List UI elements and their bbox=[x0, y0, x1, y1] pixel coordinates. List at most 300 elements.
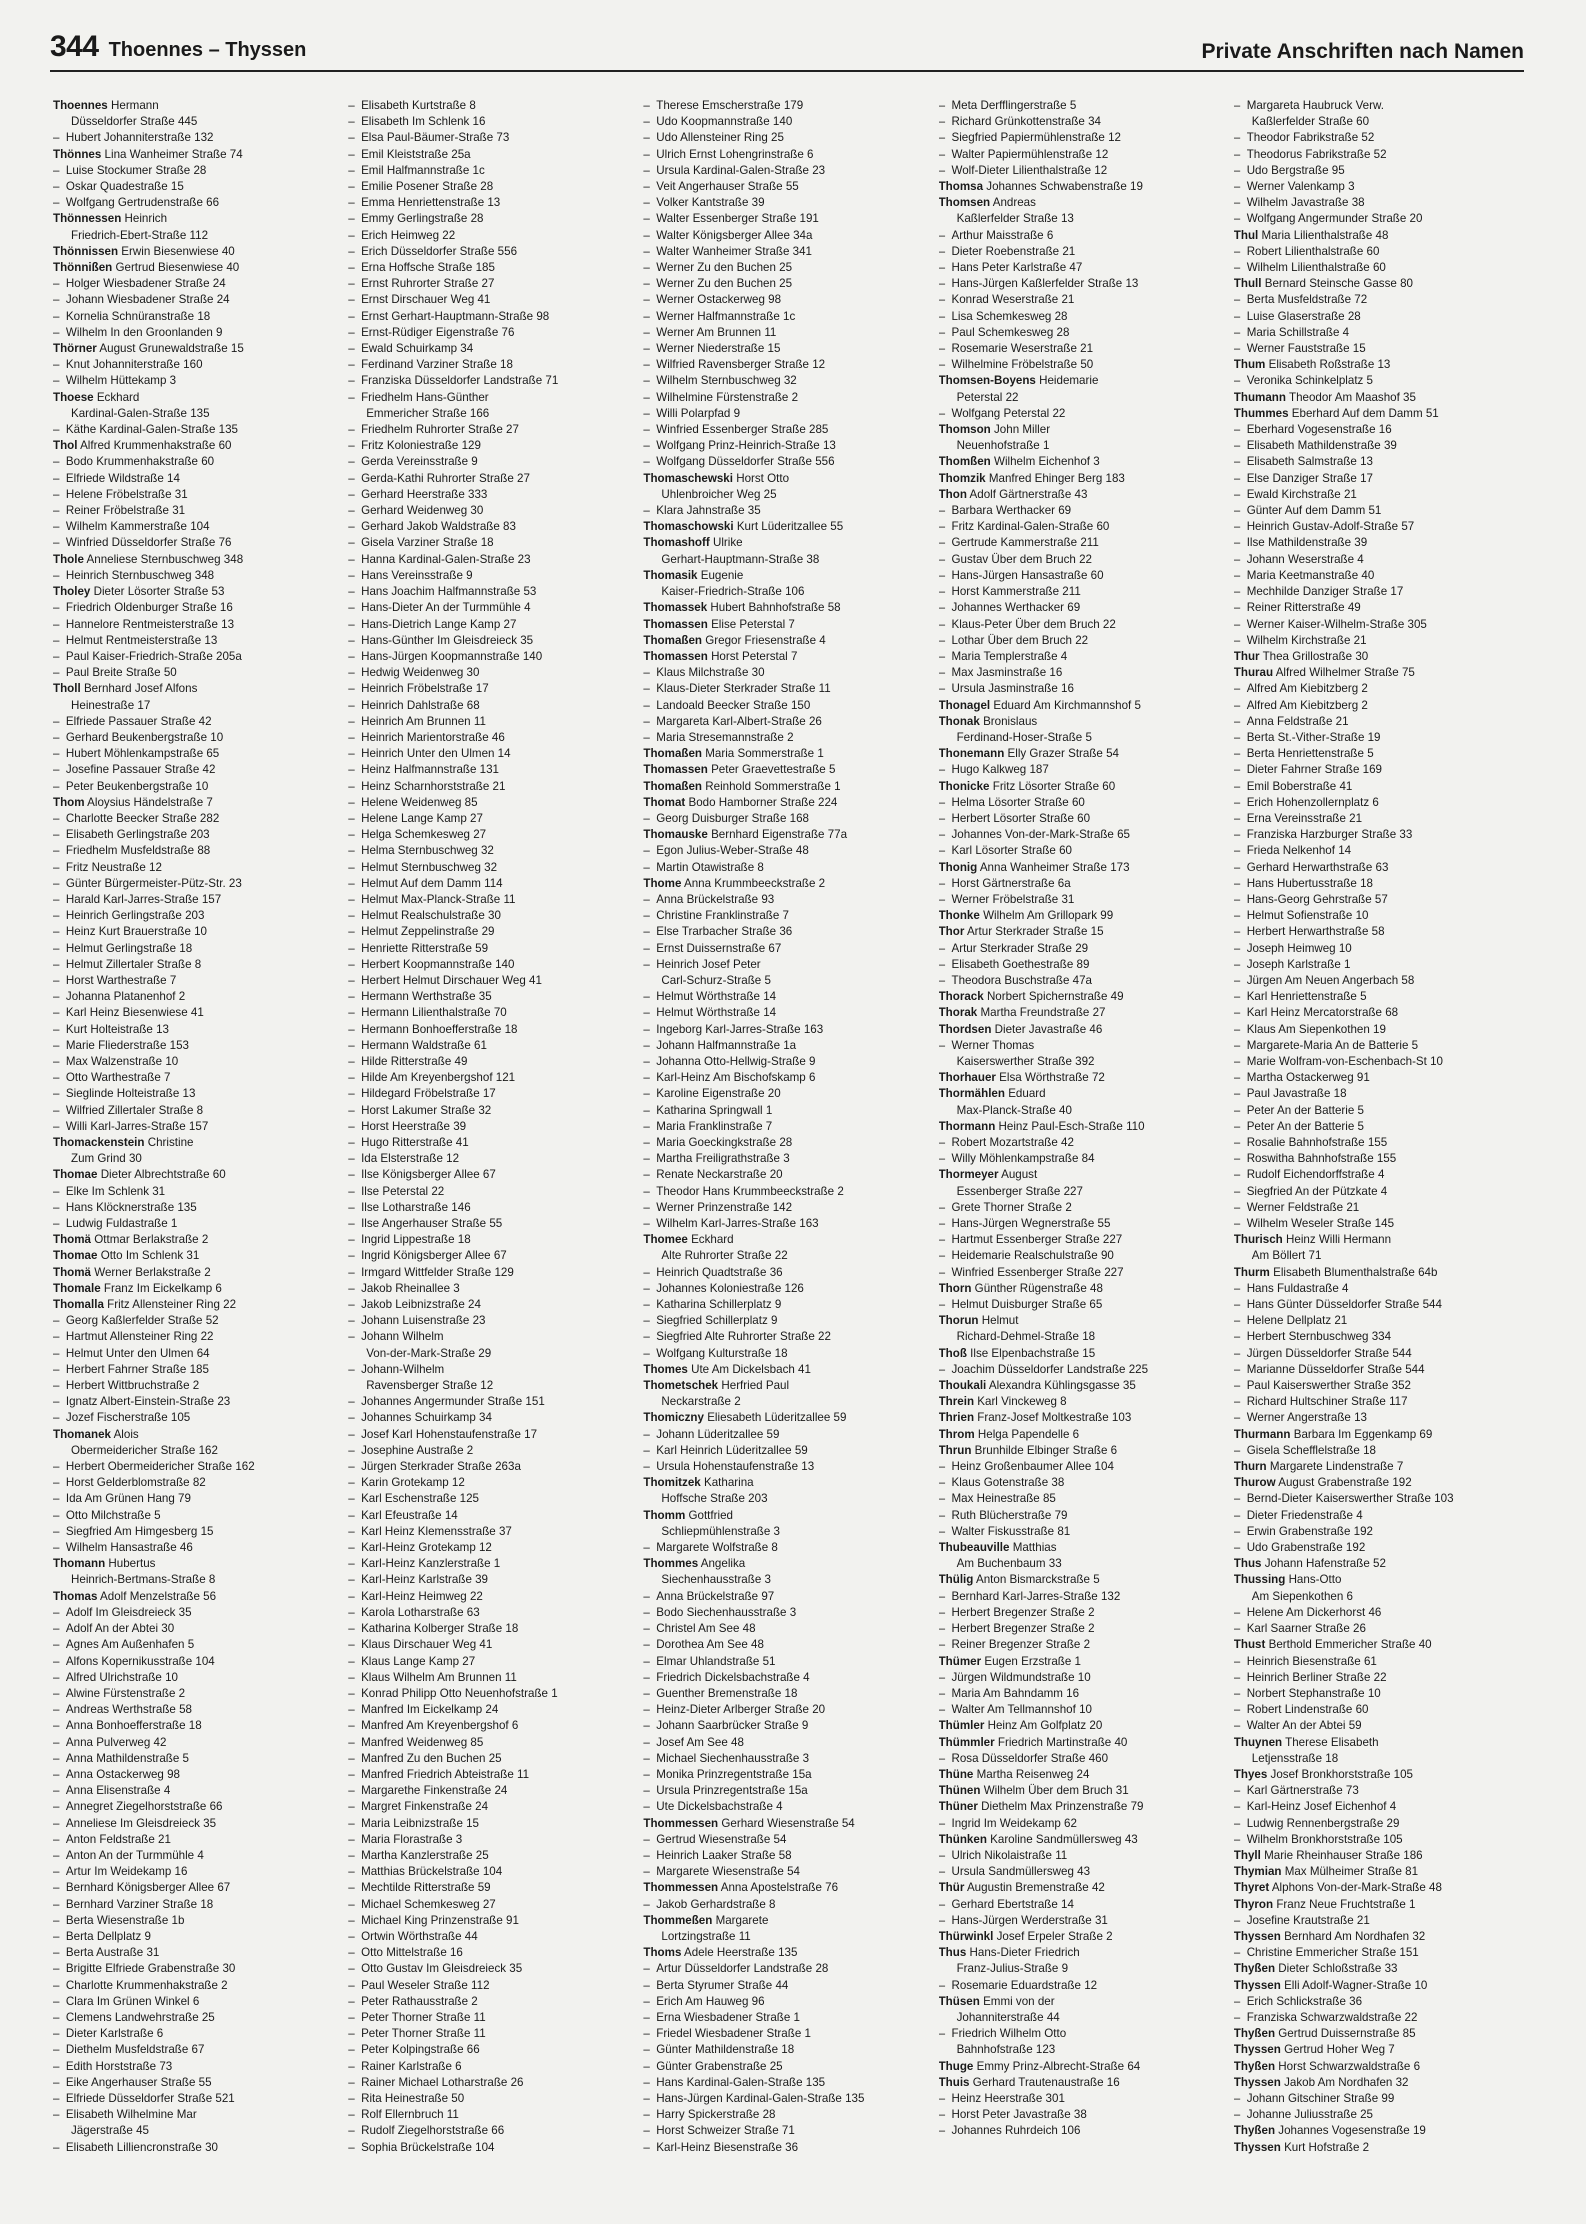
continuation-entry: – Wilhelm Sternbuschweg 32 bbox=[643, 373, 932, 389]
continuation-entry: – Theodorus Fabrikstraße 52 bbox=[1234, 147, 1523, 163]
continuation-entry: – Winfried Düsseldorfer Straße 76 bbox=[53, 535, 342, 551]
surname-entry bbox=[939, 908, 1228, 924]
continuation-entry: – Berta Musfeldstraße 72 bbox=[1234, 292, 1523, 308]
surname: Thoennes bbox=[53, 99, 108, 112]
surname-entry bbox=[939, 1119, 1228, 1135]
surname: Thul bbox=[1233, 228, 1259, 242]
continuation-entry: – Karl Eschenstraße 125 bbox=[348, 1491, 637, 1507]
continuation-entry: – Elisabeth Lilliencronstraße 30 bbox=[53, 2140, 342, 2156]
continuation-entry: – Jozef Fischerstraße 105 bbox=[53, 1410, 342, 1426]
continuation-entry: – Klara Jahnstraße 35 bbox=[643, 503, 932, 519]
continuation-entry: – Maria Schillstraße 4 bbox=[1234, 325, 1523, 341]
continuation-entry: – Wilhelm Kammerstraße 104 bbox=[53, 519, 342, 535]
address-line: Am Böllert 71 bbox=[1251, 1249, 1322, 1263]
continuation-entry: – Artur Im Weidekamp 16 bbox=[53, 1864, 342, 1880]
continuation-entry: – Herbert Fahrner Straße 185 bbox=[53, 1362, 342, 1378]
entry-detail: Eckhard bbox=[691, 1233, 734, 1247]
address-line: Emmericher Straße 166 bbox=[366, 406, 490, 420]
surname-entry bbox=[939, 1313, 1228, 1329]
surname: Thomes bbox=[643, 1362, 688, 1376]
surname: Thümmler bbox=[938, 1735, 995, 1749]
continuation-entry: – Richard Grünkottenstraße 34 bbox=[939, 114, 1228, 130]
continuation-entry: – Else Trarbacher Straße 36 bbox=[643, 924, 932, 940]
surname: Thomee bbox=[643, 1233, 688, 1247]
continuation-entry: – Peter An der Batterie 5 bbox=[1234, 1103, 1523, 1119]
surname-entry bbox=[53, 681, 342, 697]
entry-detail: Maria Lilienthalstraße 48 bbox=[1261, 228, 1389, 242]
continuation-entry: – Johann Weserstraße 4 bbox=[1234, 552, 1523, 568]
surname: Thus bbox=[1233, 1557, 1262, 1571]
surname-entry bbox=[53, 211, 342, 227]
continuation-entry: – Karin Grotekamp 12 bbox=[348, 1475, 637, 1491]
address-line: Ferdinand-Hoser-Straße 5 bbox=[956, 730, 1092, 744]
entry-detail: Bernard Steinsche Gasse 80 bbox=[1264, 277, 1413, 291]
surname-entry bbox=[53, 260, 342, 276]
continuation-entry: – Winfried Essenberger Straße 227 bbox=[939, 1265, 1228, 1281]
continuation-entry: – Ewald Schuirkamp 34 bbox=[348, 341, 637, 357]
continuation-entry: – Rosemarie Weserstraße 21 bbox=[939, 341, 1228, 357]
entry-detail: Eduard Am Kirchmannshof 5 bbox=[993, 698, 1141, 712]
continuation-entry: – Christel Am See 48 bbox=[643, 1621, 932, 1637]
surname-entry bbox=[1234, 2059, 1523, 2075]
continuation-entry: – Franziska Düsseldorfer Landstraße 71 bbox=[348, 373, 637, 389]
continuation-entry: – Ulrich Nikolaistraße 11 bbox=[939, 1848, 1228, 1864]
continuation-entry: – Karl-Heinz Grotekamp 12 bbox=[348, 1540, 637, 1556]
surname-entry bbox=[939, 1572, 1228, 1588]
surname-entry bbox=[939, 1346, 1228, 1362]
surname-entry bbox=[939, 1070, 1228, 1086]
continuation-entry: – Peter Kolpingstraße 66 bbox=[348, 2042, 637, 2058]
continuation-entry: – Horst Gelderblomstraße 82 bbox=[53, 1475, 342, 1491]
continuation-entry: – Werner Angerstraße 13 bbox=[1234, 1410, 1523, 1426]
entry-detail: Barbara Im Eggenkamp 69 bbox=[1293, 1427, 1433, 1441]
continuation-entry: – Wilhelm Hüttekamp 3 bbox=[53, 373, 342, 389]
continuation-entry: – Ulrich Ernst Lohengrinstraße 6 bbox=[643, 147, 932, 163]
surname-entry bbox=[643, 1508, 932, 1524]
surname: Thoukali bbox=[938, 1379, 987, 1393]
continuation-entry: – Mechtilde Ritterstraße 59 bbox=[348, 1880, 637, 1896]
entry-detail: Ute Am Dickelsbach 41 bbox=[691, 1362, 811, 1376]
continuation-entry: – Jakob Rheinallee 3 bbox=[348, 1281, 637, 1297]
continuation-entry: – Horst Schweizer Straße 71 bbox=[643, 2123, 932, 2139]
continuation-entry: – Helene Lange Kamp 27 bbox=[348, 811, 637, 827]
continuation-entry: – Werner Niederstraße 15 bbox=[643, 341, 932, 357]
surname: Thuynen bbox=[1233, 1735, 1283, 1749]
continuation-entry: – Ilse Peterstal 22 bbox=[348, 1184, 637, 1200]
continuation-entry: – Josef Am See 48 bbox=[643, 1735, 932, 1751]
surname: Thon bbox=[938, 487, 967, 501]
continuation-entry: – Marie Wolfram-von-Eschenbach-St 10 bbox=[1234, 1054, 1523, 1070]
entry-detail: Hermann bbox=[111, 99, 159, 112]
surname: Thomas bbox=[53, 1589, 98, 1603]
continuation-entry: – Walter Königsberger Allee 34a bbox=[643, 228, 932, 244]
surname: Thymian bbox=[1233, 1865, 1282, 1879]
surname-entry bbox=[643, 519, 932, 535]
continuation-entry: – Hartmut Allensteiner Ring 22 bbox=[53, 1329, 342, 1345]
continuation-entry: – Klaus Wilhelm Am Brunnen 11 bbox=[348, 1670, 637, 1686]
continuation-entry: – Otto Warthestraße 7 bbox=[53, 1070, 342, 1086]
entry-detail: Martha Freundstraße 27 bbox=[980, 1006, 1106, 1020]
surname-entry bbox=[643, 600, 932, 616]
continuation-entry: – Werner Zu den Buchen 25 bbox=[643, 276, 932, 292]
entry-detail: Reinhold Sommerstraße 1 bbox=[705, 779, 841, 793]
address-line: Am Siepenkothen 6 bbox=[1251, 1589, 1353, 1603]
continuation-entry: – Hans-Günther Im Gleisdreieck 35 bbox=[348, 633, 637, 649]
surname: Thonicke bbox=[938, 779, 990, 793]
entry-detail: Anna Wanheimer Straße 173 bbox=[979, 860, 1130, 874]
continuation-entry: – Barbara Werthacker 69 bbox=[939, 503, 1228, 519]
surname-entry bbox=[53, 438, 342, 454]
entry-detail: Franz-Josef Moltkestraße 103 bbox=[977, 1411, 1132, 1425]
entry-detail: Maria Sommerstraße 1 bbox=[705, 747, 824, 761]
continuation-entry: – Heinrich Biesenstraße 61 bbox=[1234, 1654, 1523, 1670]
surname-entry bbox=[53, 584, 342, 600]
continuation-entry: – Otto Milchstraße 5 bbox=[53, 1508, 342, 1524]
continuation-entry: – Werner Halfmannstraße 1c bbox=[643, 309, 932, 325]
page-header bbox=[50, 28, 1524, 72]
surname: Thomsen bbox=[938, 196, 991, 210]
surname: Thomassen bbox=[643, 649, 708, 663]
continuation-entry: – Karl-Heinz Kanzlerstraße 1 bbox=[348, 1556, 637, 1572]
entry-detail: Friedrich Martinstraße 40 bbox=[997, 1735, 1128, 1749]
continuation-entry: – Paul Javastraße 18 bbox=[1234, 1086, 1523, 1102]
continuation-entry: – Klaus Am Siepenkothen 19 bbox=[1234, 1022, 1523, 1038]
address-line: Gerhart-Hauptmann-Straße 38 bbox=[661, 552, 820, 566]
continuation-entry: – Wilhelm Hansastraße 46 bbox=[53, 1540, 342, 1556]
continuation-entry: – Alfons Kopernikusstraße 104 bbox=[53, 1654, 342, 1670]
continuation-entry: – Karola Lotharstraße 63 bbox=[348, 1605, 637, 1621]
entry-detail: Erwin Biesenwiese 40 bbox=[121, 244, 235, 258]
surname-entry bbox=[1234, 357, 1523, 373]
surname-entry bbox=[1234, 1864, 1523, 1880]
continuation-entry: – Elfriede Wildstraße 14 bbox=[53, 471, 342, 487]
surname: Thur bbox=[1233, 649, 1260, 663]
surname-entry bbox=[1234, 649, 1523, 665]
continuation-entry: – Guenther Bremenstraße 18 bbox=[643, 1686, 932, 1702]
surname: Thürwinkl bbox=[938, 1929, 994, 1943]
continuation-entry: – Ingrid Im Weidekamp 62 bbox=[939, 1816, 1228, 1832]
continuation-entry: – Walter Essenberger Straße 191 bbox=[643, 211, 932, 227]
entry-detail: Hans-Otto bbox=[1288, 1573, 1342, 1587]
continuation-entry: – Erna Vereinsstraße 21 bbox=[1234, 811, 1523, 827]
entry-detail: Eckhard bbox=[96, 390, 140, 404]
continuation-entry: – Johanna Platanenhof 2 bbox=[53, 989, 342, 1005]
surname: Thomsa bbox=[938, 180, 984, 194]
continuation-entry: – Roswitha Bahnhofstraße 155 bbox=[1234, 1151, 1523, 1167]
surname: Thümler bbox=[938, 1719, 985, 1733]
surname-entry bbox=[1234, 228, 1523, 244]
entry-detail: Johann Hafenstraße 52 bbox=[1264, 1557, 1386, 1571]
continuation-entry: – Gerhard Jakob Waldstraße 83 bbox=[348, 519, 637, 535]
continuation-entry: – Ursula Sandmüllersweg 43 bbox=[939, 1864, 1228, 1880]
entry-detail: Adolf Menzelstraße 56 bbox=[100, 1589, 217, 1603]
continuation-entry: – Alfred Ulrichstraße 10 bbox=[53, 1670, 342, 1686]
continuation-entry: – Hans-Dieter An der Turmmühle 4 bbox=[348, 600, 637, 616]
continuation-entry: – Wilhelmine Fürstenstraße 2 bbox=[643, 390, 932, 406]
surname-entry bbox=[643, 779, 932, 795]
continuation-entry: – Hans Vereinsstraße 9 bbox=[348, 568, 637, 584]
continuation-entry: – Heinrich Berliner Straße 22 bbox=[1234, 1670, 1523, 1686]
continuation-entry: – Werner Ostackerweg 98 bbox=[643, 292, 932, 308]
surname: Thurmann bbox=[1233, 1427, 1291, 1441]
continuation-entry: – Gerhard Heerstraße 333 bbox=[348, 487, 637, 503]
entry-detail: Eduard bbox=[1008, 1087, 1046, 1101]
surname-entry bbox=[643, 535, 932, 551]
entry-detail: Gregor Friesenstraße 4 bbox=[705, 633, 826, 647]
address-line: Jägerstraße 45 bbox=[71, 2124, 149, 2138]
surname: Thummes bbox=[1233, 406, 1289, 420]
entry-detail: Herfried Paul bbox=[721, 1379, 790, 1393]
surname-entry bbox=[643, 1945, 932, 1961]
column-3 bbox=[643, 98, 932, 2198]
continuation-entry: – Berta Styrumer Straße 44 bbox=[643, 1978, 932, 1994]
surname: Thomalla bbox=[53, 1298, 104, 1312]
surname: Thülig bbox=[938, 1573, 974, 1587]
continuation-entry: – Hans-Georg Gehrstraße 57 bbox=[1234, 892, 1523, 908]
continuation-entry: – Rainer Michael Lotharstraße 26 bbox=[348, 2075, 637, 2091]
entry-detail: Anna Krummbeeckstraße 2 bbox=[684, 876, 826, 890]
continuation-entry: – Emil Boberstraße 41 bbox=[1234, 779, 1523, 795]
continuation-entry: – Hugo Ritterstraße 41 bbox=[348, 1135, 637, 1151]
entry-detail: Adele Heerstraße 135 bbox=[684, 1946, 798, 1960]
continuation-entry: – Ernst Dirschauer Weg 41 bbox=[348, 292, 637, 308]
continuation-entry: – Helmut Sofienstraße 10 bbox=[1234, 908, 1523, 924]
surname-entry bbox=[53, 98, 342, 114]
continuation-entry: – Hans-Jürgen Kaßlerfelder Straße 13 bbox=[939, 276, 1228, 292]
continuation-entry: – Günter Grabenstraße 25 bbox=[643, 2059, 932, 2075]
entry-detail: Martha Reisenweg 24 bbox=[976, 1767, 1090, 1781]
continuation-entry: – Hugo Kalkweg 187 bbox=[939, 762, 1228, 778]
continuation-entry: – Konrad Weserstraße 21 bbox=[939, 292, 1228, 308]
continuation-entry: – Helmut Zeppelinstraße 29 bbox=[348, 924, 637, 940]
address-line: Kaiser-Friedrich-Straße 106 bbox=[661, 585, 805, 599]
entry-detail: John Miller bbox=[994, 423, 1051, 437]
continuation-entry: – Fritz Neustraße 12 bbox=[53, 860, 342, 876]
continuation-entry: – Michael Schemkesweg 27 bbox=[348, 1897, 637, 1913]
continuation-entry: – Johann Halfmannstraße 1a bbox=[643, 1038, 932, 1054]
surname: Thonemann bbox=[938, 747, 1005, 761]
continuation-entry: – Werner Fauststraße 15 bbox=[1234, 341, 1523, 357]
continuation-entry: – Volker Kantstraße 39 bbox=[643, 195, 932, 211]
continuation-entry: – Wilhelm Bronkhorststraße 105 bbox=[1234, 1832, 1523, 1848]
continuation-entry: – Theodor Fabrikstraße 52 bbox=[1234, 130, 1523, 146]
continuation-entry: – Helma Lösorter Straße 60 bbox=[939, 795, 1228, 811]
continuation-entry: – Georg Kaßlerfelder Straße 52 bbox=[53, 1313, 342, 1329]
continuation-entry: – Ilse Königsberger Allee 67 bbox=[348, 1167, 637, 1183]
continuation-entry: – Heidemarie Realschulstraße 90 bbox=[939, 1248, 1228, 1264]
surname-entry bbox=[1234, 665, 1523, 681]
entry-detail: Bernhard Am Nordhafen 32 bbox=[1284, 1929, 1426, 1943]
surname: Thyret bbox=[1233, 1881, 1270, 1895]
continuation-entry: – Peter An der Batterie 5 bbox=[1234, 1119, 1523, 1135]
continuation-entry: – Eberhard Vogesenstraße 16 bbox=[1234, 422, 1523, 438]
surname-entry bbox=[939, 1994, 1228, 2010]
surname: Thoß bbox=[938, 1346, 967, 1360]
continuation-entry: – Rosemarie Eduardstraße 12 bbox=[939, 1978, 1228, 1994]
continuation-entry: – Luise Glaserstraße 28 bbox=[1234, 309, 1523, 325]
continuation-entry: – Siegfried Schillerplatz 9 bbox=[643, 1313, 932, 1329]
surname-entry bbox=[53, 1281, 342, 1297]
continuation-entry: – Anneliese Im Gleisdreieck 35 bbox=[53, 1816, 342, 1832]
address-line: Düsseldorfer Straße 445 bbox=[71, 115, 198, 129]
continuation-entry: – Hans Fuldastraße 4 bbox=[1234, 1281, 1523, 1297]
continuation-entry: – Wilhelm Karl-Jarres-Straße 163 bbox=[643, 1216, 932, 1232]
continuation-entry: – Erna Hoffsche Straße 185 bbox=[348, 260, 637, 276]
continuation-entry: – Jakob Leibnizstraße 24 bbox=[348, 1297, 637, 1313]
entry-detail: Dieter Javastraße 46 bbox=[994, 1022, 1103, 1036]
continuation-entry: – Johann Saarbrücker Straße 9 bbox=[643, 1718, 932, 1734]
entry-detail: Diethelm Max Prinzenstraße 79 bbox=[981, 1800, 1144, 1814]
continuation-entry: – Max Walzenstraße 10 bbox=[53, 1054, 342, 1070]
continuation-entry: – Otto Gustav Im Gleisdreieck 35 bbox=[348, 1961, 637, 1977]
address-line: Zum Grind 30 bbox=[71, 1152, 142, 1166]
entry-detail: Josef Bronkhorststraße 105 bbox=[1270, 1767, 1413, 1781]
continuation-entry: – Heinz Heerstraße 301 bbox=[939, 2091, 1228, 2107]
surname: Thorak bbox=[938, 1006, 978, 1020]
continuation-entry: – Helmut Sternbuschweg 32 bbox=[348, 860, 637, 876]
continuation-entry: – Wilhelm Lilienthalstraße 60 bbox=[1234, 260, 1523, 276]
continuation-entry: – Walter An der Abtei 59 bbox=[1234, 1718, 1523, 1734]
continuation-entry: – Berta Dellplatz 9 bbox=[53, 1929, 342, 1945]
continuation-entry: – Martin Otawistraße 8 bbox=[643, 860, 932, 876]
entry-detail: Norbert Spichernstraße 49 bbox=[986, 990, 1124, 1004]
continuation-entry: – Wilfried Ravensberger Straße 12 bbox=[643, 357, 932, 373]
continuation-entry: – Michael King Prinzenstraße 91 bbox=[348, 1913, 637, 1929]
continuation-entry: – Hans-Jürgen Werderstraße 31 bbox=[939, 1913, 1228, 1929]
address-line: Richard-Dehmel-Straße 18 bbox=[956, 1330, 1096, 1344]
entry-detail: Wilhelm Eichenhof 3 bbox=[994, 455, 1100, 469]
continuation-entry: – Wolfgang Peterstal 22 bbox=[939, 406, 1228, 422]
surname-entry bbox=[643, 1410, 932, 1426]
surname: Thome bbox=[643, 876, 682, 890]
surname: Thomauske bbox=[643, 828, 708, 842]
address-line: Neuenhofstraße 1 bbox=[956, 439, 1050, 453]
continuation-entry: – Berta Austraße 31 bbox=[53, 1945, 342, 1961]
surname: Thuis bbox=[938, 2075, 970, 2089]
surname: Thom bbox=[53, 795, 85, 809]
continuation-entry: – Anna Ostackerweg 98 bbox=[53, 1767, 342, 1783]
continuation-entry: – Horst Lakumer Straße 32 bbox=[348, 1103, 637, 1119]
address-line: Essenberger Straße 227 bbox=[956, 1184, 1083, 1198]
continuation-entry: – Hans-Jürgen Koopmannstraße 140 bbox=[348, 649, 637, 665]
surname: Thomzik bbox=[938, 471, 986, 485]
surname: Threin bbox=[938, 1395, 975, 1409]
continuation-entry: – Ernst Ruhrorter Straße 27 bbox=[348, 276, 637, 292]
entry-detail: Alois bbox=[113, 1427, 139, 1441]
surname: Thomae bbox=[53, 1168, 98, 1182]
continuation-entry: – Hedwig Weidenweg 30 bbox=[348, 665, 637, 681]
entry-detail: Karoline Sandmüllersweg 43 bbox=[990, 1832, 1138, 1846]
continuation-entry: – Horst Peter Javastraße 38 bbox=[939, 2107, 1228, 2123]
entry-detail: Jakob Am Nordhafen 32 bbox=[1284, 2075, 1409, 2089]
surname: Thönnissen bbox=[53, 244, 119, 258]
continuation-entry: – Harry Spickerstraße 28 bbox=[643, 2107, 932, 2123]
continuation-entry: – Mechhilde Danziger Straße 17 bbox=[1234, 584, 1523, 600]
entry-detail: Gottfried bbox=[688, 1508, 733, 1522]
continuation-entry: – Friedrich Dickelsbachstraße 4 bbox=[643, 1670, 932, 1686]
continuation-entry: – Gertrude Kammerstraße 211 bbox=[939, 535, 1228, 551]
entry-detail: Alfred Krummenhakstraße 60 bbox=[80, 439, 232, 453]
surname: Thyssen bbox=[1233, 2140, 1281, 2154]
surname-entry bbox=[939, 1735, 1228, 1751]
continuation-entry: – Erwin Grabenstraße 192 bbox=[1234, 1524, 1523, 1540]
entry-detail: Josef Erpeler Straße 2 bbox=[996, 1929, 1113, 1943]
surname: Thometschek bbox=[643, 1379, 719, 1393]
surname: Thomaßen bbox=[643, 779, 703, 793]
surname-entry bbox=[1234, 2123, 1523, 2139]
continuation-entry: – Gerhard Weidenweg 30 bbox=[348, 503, 637, 519]
entry-detail: Elisabeth Blumenthalstraße 64b bbox=[1273, 1265, 1438, 1279]
surname-entry bbox=[643, 1362, 932, 1378]
surname-entry bbox=[939, 454, 1228, 470]
continuation-entry: – Berta Henriettenstraße 5 bbox=[1234, 746, 1523, 762]
entry-detail: Alphons Von-der-Mark-Straße 48 bbox=[1271, 1881, 1442, 1895]
continuation-entry: – Bernhard Karl-Jarres-Straße 132 bbox=[939, 1589, 1228, 1605]
entry-detail: Otto Im Schlenk 31 bbox=[100, 1249, 200, 1263]
continuation-entry: – Otto Mittelstraße 16 bbox=[348, 1945, 637, 1961]
address-line: Lortzingstraße 11 bbox=[661, 1929, 751, 1943]
surname: Thrun bbox=[938, 1443, 972, 1457]
surname: Thomann bbox=[53, 1557, 106, 1571]
continuation-entry: – Ursula Kardinal-Galen-Straße 23 bbox=[643, 163, 932, 179]
continuation-entry: – Helga Schemkesweg 27 bbox=[348, 827, 637, 843]
continuation-entry: – Clara Im Grünen Winkel 6 bbox=[53, 1994, 342, 2010]
surname: Thole bbox=[53, 552, 84, 566]
surname-entry bbox=[643, 762, 932, 778]
directory-columns bbox=[53, 98, 1523, 2198]
continuation-entry: – Norbert Stephanstraße 10 bbox=[1234, 1686, 1523, 1702]
continuation-entry: – Heinz Großenbaumer Allee 104 bbox=[939, 1459, 1228, 1475]
surname: Tholey bbox=[53, 585, 91, 599]
continuation-entry: – Eike Angerhauser Straße 55 bbox=[53, 2075, 342, 2091]
surname: Thussing bbox=[1233, 1573, 1286, 1587]
continuation-entry: – Lothar Über dem Bruch 22 bbox=[939, 633, 1228, 649]
entry-detail: Max Mülheimer Straße 81 bbox=[1284, 1865, 1419, 1879]
entry-detail: Thea Grillostraße 30 bbox=[1262, 649, 1369, 663]
surname-entry bbox=[53, 244, 342, 260]
continuation-entry: – Helmut Duisburger Straße 65 bbox=[939, 1297, 1228, 1313]
continuation-entry: – Martha Freiligrathstraße 3 bbox=[643, 1151, 932, 1167]
address-line: Heinestraße 17 bbox=[71, 698, 151, 712]
surname: Thumann bbox=[1233, 390, 1286, 404]
entry-detail: Angelika bbox=[700, 1557, 746, 1571]
surname-entry bbox=[939, 1443, 1228, 1459]
surname-entry bbox=[939, 1427, 1228, 1443]
surname-entry bbox=[939, 487, 1228, 503]
surname-entry bbox=[53, 1265, 342, 1281]
entry-detail: Berthold Emmericher Straße 40 bbox=[1268, 1638, 1432, 1652]
surname-entry bbox=[643, 746, 932, 762]
continuation-entry: – Friedhelm Ruhrorter Straße 27 bbox=[348, 422, 637, 438]
continuation-entry: – Ernst Duissernstraße 67 bbox=[643, 941, 932, 957]
continuation-entry: – Agnes Am Außenhafen 5 bbox=[53, 1637, 342, 1653]
continuation-entry: – Hans-Jürgen Hansastraße 60 bbox=[939, 568, 1228, 584]
continuation-entry: – Ingrid Lippestraße 18 bbox=[348, 1232, 637, 1248]
continuation-entry: – Günter Bürgermeister-Pütz-Str. 23 bbox=[53, 876, 342, 892]
entry-detail: Christine bbox=[147, 1136, 194, 1149]
continuation-entry: – Maria Florastraße 3 bbox=[348, 1832, 637, 1848]
entry-detail: Brunhilde Elbinger Straße 6 bbox=[974, 1443, 1118, 1457]
continuation-entry: – Ida Elsterstraße 12 bbox=[348, 1151, 637, 1167]
surname-entry bbox=[1234, 1475, 1523, 1491]
continuation-entry: – Sieglinde Holteistraße 13 bbox=[53, 1086, 342, 1102]
surname: Thyßen bbox=[1233, 2059, 1276, 2073]
surname: Thuge bbox=[938, 2059, 974, 2073]
surname-entry bbox=[1234, 1572, 1523, 1588]
surname: Thyron bbox=[1233, 1897, 1274, 1911]
continuation-entry: – Hans-Dietrich Lange Kamp 27 bbox=[348, 617, 637, 633]
continuation-entry: – Ursula Prinzregentstraße 15a bbox=[643, 1783, 932, 1799]
